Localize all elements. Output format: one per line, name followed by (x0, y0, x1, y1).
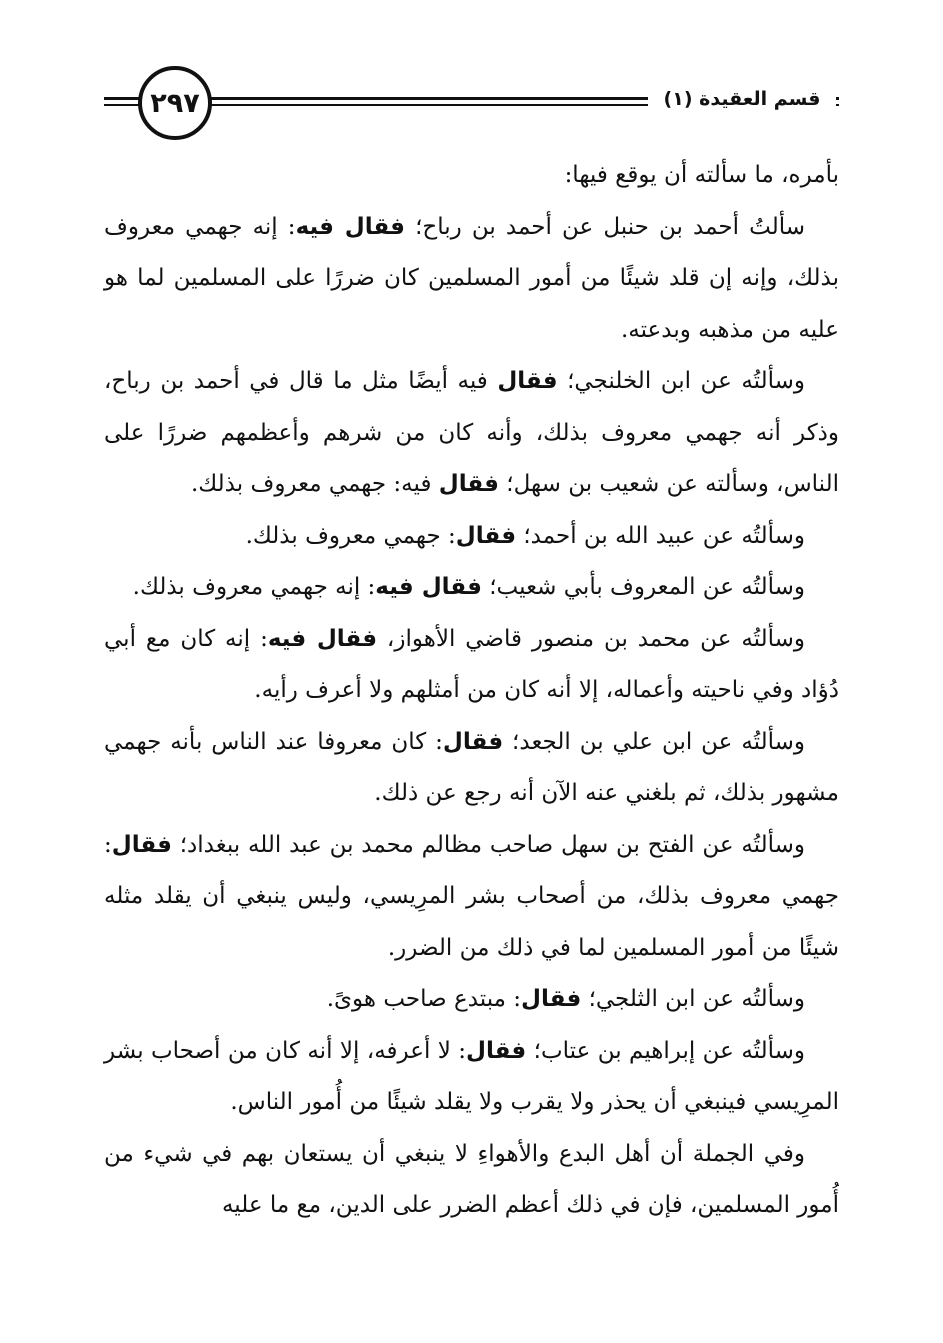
paragraph (104, 717, 839, 820)
text-run: وسألتُه عن المعروف بأبي شعيب؛ (481, 574, 805, 600)
text-run: : إنه جهمي معروف بذلك. (132, 574, 376, 600)
text-run: : إنه كان مع أبي دُؤاد وفي ناحيته وأعماله، إلا أنه كان من أمثلهم ولا أعرف رأيه. (104, 625, 839, 703)
text-run: بأمره، ما سألته أن يوقع فيها: (564, 162, 839, 188)
text-run: وسألتُه عن إبراهيم بن عتاب؛ (526, 1037, 805, 1064)
paragraph (104, 562, 839, 614)
bold-phrase: فقال (466, 1037, 527, 1064)
text-run: : جهمي معروف بذلك. (245, 522, 456, 549)
header-rule-middle-bottom (200, 104, 652, 106)
text-run: سألتُ أحمد بن حنبل عن أحمد بن رباح؛ (404, 213, 805, 240)
bold-phrase: فقال (497, 368, 558, 394)
bold-phrase: فقال (438, 471, 499, 497)
text-run: وسألتُه عن الفتح بن سهل صاحب مظالم محمد بن عبد الله ببغداد؛ (171, 831, 805, 858)
bold-phrase: فقال فيه (295, 213, 405, 240)
page-number: ٢٩٧ (138, 66, 212, 140)
text-run: وسألتُه عن ابن علي بن الجعد؛ (503, 728, 805, 755)
text-run: وسألتُه عن ابن الثلجي؛ (581, 986, 805, 1012)
text-run: : جهمي معروف بذلك، من أصحاب بشر المرِيسي، وليس ينبغي أن يقلد مثله شيئًا من أمور المسلمين لما في ذلك من الضرر. (104, 831, 839, 961)
paragraph (104, 202, 839, 357)
paragraph (104, 150, 839, 202)
page-body (104, 150, 839, 1232)
page-header (0, 58, 943, 148)
running-title: قسم العقيدة (١) (648, 86, 836, 112)
paragraph (104, 1026, 839, 1129)
paragraph (104, 511, 839, 563)
bold-phrase: فقال (442, 728, 504, 755)
paragraph (104, 974, 839, 1026)
paragraph (104, 356, 839, 511)
bold-phrase: فقال فيه (375, 574, 482, 600)
text-run: فيه أيضًا مثل ما قال في أحمد بن رباح، وذكر أنه جهمي معروف بذلك، وأنه كان من شرهم وأعظمهم ضررًا على الناس، وسألته عن شعيب بن سهل؛ (104, 368, 839, 497)
header-rule-middle-top (200, 97, 652, 100)
text-run: فيه: جهمي معروف بذلك. (190, 471, 439, 497)
text-run: : مبتدع صاحب هوىً. (326, 986, 522, 1012)
text-run: وسألتُه عن ابن الخلنجي؛ (557, 368, 805, 394)
bold-phrase: فقال (521, 986, 582, 1012)
text-run: وسألتُه عن عبيد الله بن أحمد؛ (516, 522, 805, 549)
text-run: : كان معروفا عند الناس بأنه جهمي مشهور بذلك، ثم بلغني عنه الآن أنه رجع عن ذلك. (104, 728, 839, 806)
text-run: وفي الجملة أن أهل البدع والأهواءِ لا ينبغي أن يستعان بهم في شيء من أُمور المسلمين، فإن في ذلك أعظم الضرر على الدين، مع ما عليه (104, 1140, 839, 1218)
bold-phrase: فقال (111, 831, 172, 858)
paragraph (104, 614, 839, 717)
text-run: وسألتُه عن محمد بن منصور قاضي الأهواز، (377, 625, 805, 652)
bold-phrase: فقال (455, 522, 517, 549)
text-run: : لا أعرفه، إلا أنه كان من أصحاب بشر المرِيسي فينبغي أن يحذر ولا يقرب ولا يقلد شيئًا من أُمور الناس. (104, 1037, 839, 1115)
paragraph (104, 820, 839, 975)
paragraph (104, 1129, 839, 1232)
text-run: : إنه جهمي معروف بذلك، وإنه إن قلد شيئًا من أمور المسلمين كان ضررًا على المسلمين لما هو عليه من مذهبه وبدعته. (104, 213, 839, 343)
bold-phrase: فقال فيه (267, 625, 378, 652)
